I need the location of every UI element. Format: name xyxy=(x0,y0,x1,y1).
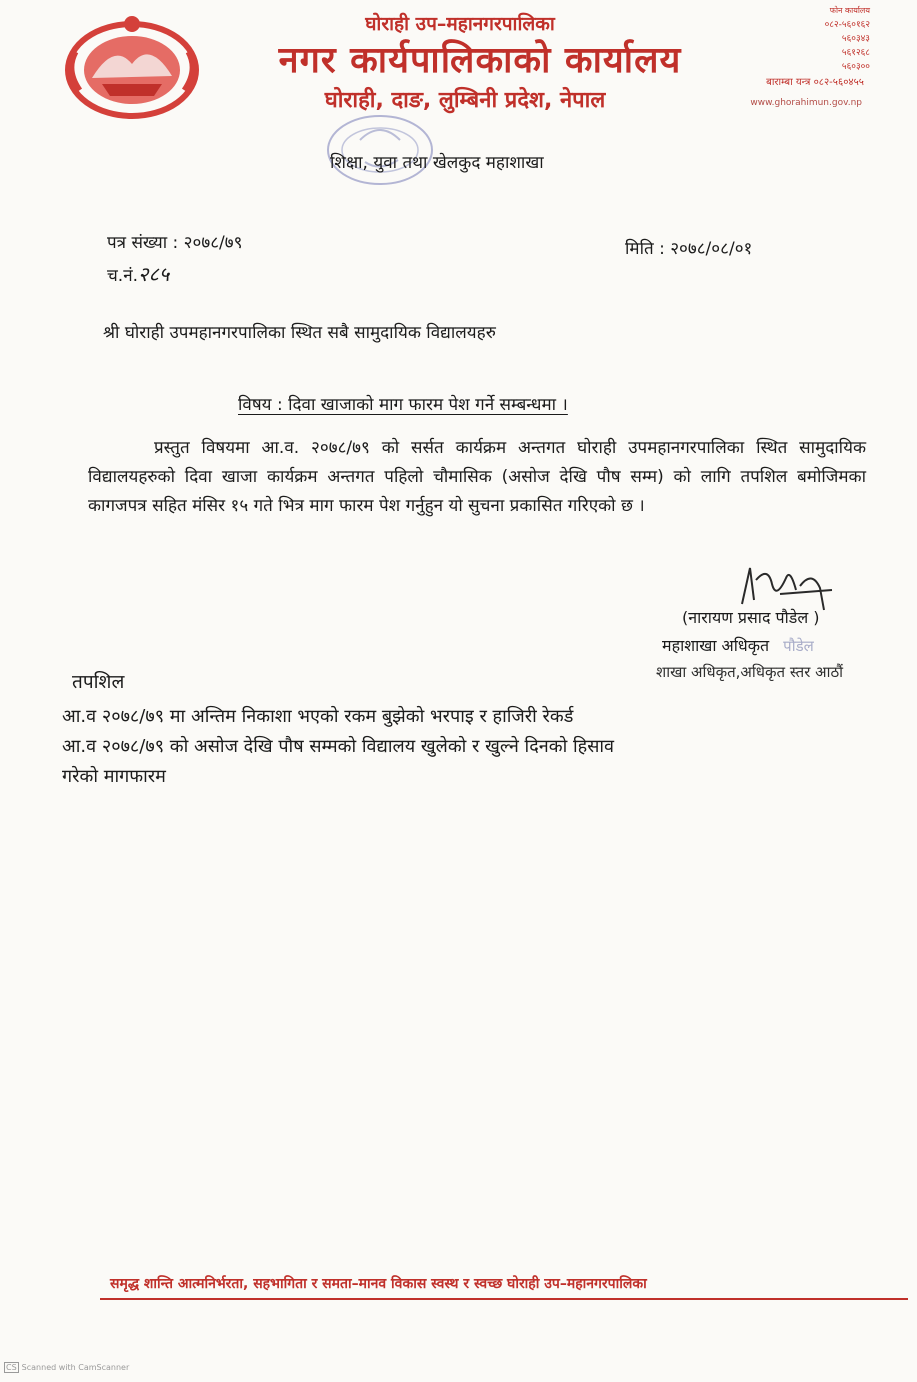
office-address: घोराही, दाङ, लुम्बिनी प्रदेश, नेपाल xyxy=(324,88,606,113)
addressee: श्री घोराही उपमहानगरपालिका स्थित सबै सामुदायिक विद्यालयहरु xyxy=(103,323,496,343)
officer-rank-stamp: शाखा अधिकृत,अधिकृत स्तर आठौं xyxy=(656,663,844,681)
fax-number: बाराम्बा यन्त्र ०८२-५६०४५५ xyxy=(766,77,864,88)
dispatch-number xyxy=(107,260,169,287)
annex-list xyxy=(62,702,892,792)
phone-number: ०८२-५६०१६२ xyxy=(824,20,870,30)
phone-number: ५६०३४३ xyxy=(841,34,870,44)
annex-item: गरेको मागफारम xyxy=(62,766,166,787)
camscanner-logo-icon: CS xyxy=(6,1363,17,1372)
scanner-watermark xyxy=(4,1362,129,1373)
phone-number: ५६१२६८ xyxy=(841,48,870,58)
scanner-text: Scanned with CamScanner xyxy=(21,1363,130,1372)
contact-block xyxy=(730,4,870,108)
annex-item: आ.व २०७८/७९ मा अन्तिम निकाशा भएको रकम बुझेको भरपाइ र हाजिरी रेकर्ड xyxy=(62,706,574,727)
letter-date: मिति : २०७८/०८/०१ xyxy=(625,239,753,259)
office-title: नगर कार्यपालिकाको कार्यालय xyxy=(278,40,682,81)
website-link[interactable]: www.ghorahimun.gov.np xyxy=(750,98,862,108)
subject-line: विषय : दिवा खाजाको माग फारम पेश गर्ने सम्बन्धमा । xyxy=(238,395,568,415)
dispatch-number-handwritten: २८५ xyxy=(138,262,170,286)
nepal-emblem-icon xyxy=(62,12,202,122)
signatory-designation xyxy=(662,634,814,656)
stamp-name-text: पौडेल xyxy=(783,637,814,655)
municipality-name: घोराही उप–महानगरपालिका xyxy=(365,13,555,35)
annex-title: तपशिल xyxy=(72,671,125,693)
annex-item: आ.व २०७८/७९ को असोज देखि पौष सम्मको विद्यालय खुलेको र खुल्ने दिनको हिसाव xyxy=(62,736,615,757)
footer-divider xyxy=(100,1298,908,1300)
designation-text: महाशाखा अधिकृत xyxy=(662,636,770,655)
body-paragraph: प्रस्तुत विषयमा आ.व. २०७८/७९ को सर्सत कार्यक्रम अन्तगत घोराही उपमहानगरपालिका स्थित सामुदायिक विद्यालयहरुको दिवा खाजा कार्यक्रम अन्तगत पहिलो चौमासिक (असोज देखि पौष सम्म) को लागि तपशिल बमोजिमका कागजपत्र सहित मंसिर १५ गते भित्र माग फारम पेश गर्नुहुन यो सुचना प्रकासित गरिएको छ । xyxy=(88,438,866,516)
signatory-name: (नारायण प्रसाद पौडेल ) xyxy=(682,608,820,627)
phone-number: ५६०३०० xyxy=(841,62,870,72)
dispatch-prefix: च.नं. xyxy=(107,266,139,286)
phone-label: फोन कार्यालय xyxy=(829,6,870,15)
branch-name: शिक्षा, युवा तथा खेलकुद महाशाखा xyxy=(330,153,544,173)
reference-number: पत्र संख्या : २०७८/७९ xyxy=(107,233,243,253)
footer-motto: समृद्ध शान्ति आत्मनिर्भरता, सहभागिता र समता–मानव विकास स्वस्थ र स्वच्छ घोराही उप–महानगरपालिका xyxy=(110,1276,647,1292)
